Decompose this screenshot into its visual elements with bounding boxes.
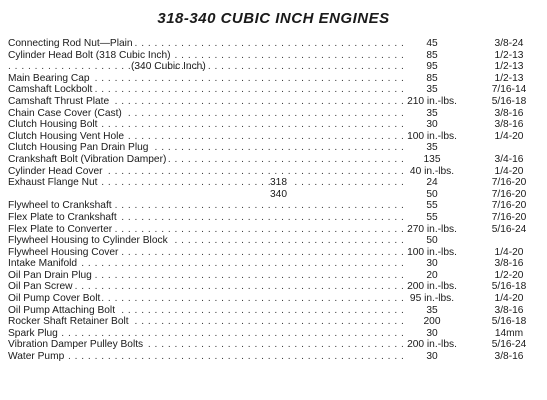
thread-size: 5/16-18	[491, 281, 527, 293]
torque-value: 55	[426, 211, 438, 223]
table-row	[0, 247, 547, 259]
table-row	[0, 73, 547, 85]
table-row	[0, 235, 547, 247]
torque-value: 30	[426, 119, 438, 131]
table-row	[0, 108, 547, 120]
torque-value: 85	[426, 49, 438, 61]
fastener-name: Chain Case Cover (Cast) . . .	[8, 108, 408, 120]
fastener-name: Oil Pump Cover Bolt . . .	[8, 293, 408, 305]
torque-value: 35	[426, 304, 438, 316]
thread-size: 1/2-20	[494, 269, 524, 281]
torque-value: 50	[426, 188, 438, 200]
thread-size: 14mm	[494, 327, 524, 339]
torque-table	[0, 38, 547, 363]
engine-size: 318	[270, 177, 294, 189]
table-row	[0, 154, 547, 166]
table-row	[0, 200, 547, 212]
torque-value: 30	[426, 327, 438, 339]
thread-size: 1/4-20	[494, 293, 524, 305]
table-row	[0, 270, 547, 282]
thread-size: 7/16-20	[491, 177, 527, 189]
fastener-name: Spark Plug . . .	[8, 328, 408, 340]
torque-value: 95	[426, 61, 438, 73]
torque-value: 95 in.-lbs.	[409, 293, 455, 305]
torque-value: 270 in.-lbs.	[407, 223, 457, 235]
thread-size: 3/8-24	[494, 38, 524, 49]
table-row	[0, 293, 547, 305]
table-row	[0, 131, 547, 143]
torque-value: 20	[426, 269, 438, 281]
fastener-name: Intake Manifold . . .	[8, 258, 408, 270]
thread-size: 1/2-13	[494, 72, 524, 84]
table-row	[0, 177, 547, 189]
fastener-name: Oil Pump Attaching Bolt . . .	[8, 305, 408, 317]
fastener-name: Water Pump . . .	[8, 351, 408, 363]
fastener-name: Clutch Housing Vent Hole . . .	[8, 131, 408, 143]
thread-size: 5/16-18	[491, 95, 527, 107]
table-row	[0, 189, 547, 201]
table-row	[0, 339, 547, 351]
thread-size: 7/16-14	[491, 84, 527, 96]
fastener-name: Camshaft Thrust Plate . . .	[8, 96, 408, 108]
fastener-name: Oil Pan Screw . . .	[8, 281, 408, 293]
fastener-name: Crankshaft Bolt (Vibration Damper) . . .	[8, 154, 408, 166]
torque-value: 210 in.-lbs.	[407, 95, 457, 107]
table-row	[0, 50, 547, 62]
fastener-name: Clutch Housing Pan Drain Plug . . .	[8, 142, 408, 154]
torque-value: 40 in.-lbs.	[409, 165, 455, 177]
fastener-name: Clutch Housing Bolt . . .	[8, 119, 408, 131]
engine-size: 340	[270, 189, 294, 201]
table-row	[0, 119, 547, 131]
thread-size: 5/16-24	[491, 339, 527, 351]
table-row	[0, 96, 547, 108]
table-row	[0, 224, 547, 236]
torque-value: 30	[426, 351, 438, 363]
torque-value: 35	[426, 107, 438, 119]
fastener-name: Flywheel Housing to Cylinder Block . . .	[8, 235, 408, 247]
page-title: 318-340 CUBIC INCH ENGINES	[157, 10, 390, 27]
fastener-name: Main Bearing Cap . . .	[8, 73, 408, 85]
thread-size: 1/2-13	[494, 49, 524, 61]
torque-value: 135	[423, 153, 441, 165]
thread-size: 3/8-16	[494, 119, 524, 131]
thread-size: 3/4-16	[494, 153, 524, 165]
table-row	[0, 212, 547, 224]
torque-value: 30	[426, 258, 438, 270]
fastener-name: Vibration Damper Pulley Bolts . . .	[8, 339, 408, 351]
table-row	[0, 166, 547, 178]
torque-value: 50	[426, 235, 438, 247]
thread-size: 1/2-13	[494, 61, 524, 73]
fastener-name: Flywheel to Crankshaft . . .	[8, 200, 408, 212]
table-row	[0, 142, 547, 154]
table-row	[0, 38, 547, 50]
table-row	[0, 305, 547, 317]
table-row	[0, 351, 547, 363]
fastener-name: Cylinder Head Bolt (318 Cubic Inch) . . .	[8, 50, 408, 62]
thread-size: 1/4-20	[494, 246, 524, 258]
fastener-name: Cylinder Head Cover . . .	[8, 166, 408, 178]
torque-value: 24	[426, 177, 438, 189]
thread-size: 1/4-20	[494, 165, 524, 177]
thread-size: 3/8-16	[494, 304, 524, 316]
fastener-name: Flywheel Housing Cover . . .	[8, 247, 408, 259]
thread-size: 1/4-20	[494, 130, 524, 142]
thread-size: 7/16-20	[491, 188, 527, 200]
table-row	[0, 258, 547, 270]
fastener-name: Connecting Rod Nut—Plain . . .	[8, 38, 408, 50]
fastener-name: (340 Cubic Inch) . . .	[8, 61, 408, 73]
thread-size: 3/8-16	[494, 351, 524, 363]
table-row	[0, 84, 547, 96]
fastener-name: Flex Plate to Converter . . .	[8, 224, 408, 236]
table-row	[0, 328, 547, 340]
table-row	[0, 316, 547, 328]
torque-value: 45	[426, 38, 438, 49]
fastener-name: Exhaust Flange Nut . . .	[8, 177, 408, 189]
table-row	[0, 281, 547, 293]
thread-size: 3/8-16	[494, 107, 524, 119]
torque-value: 200 in.-lbs.	[407, 281, 457, 293]
torque-value: 200 in.-lbs.	[407, 339, 457, 351]
torque-value: 200	[423, 316, 441, 328]
fastener-name: Flex Plate to Crankshaft . . .	[8, 212, 408, 224]
torque-value: 100 in.-lbs.	[407, 130, 457, 142]
torque-value: 35	[426, 84, 438, 96]
thread-size: 5/16-24	[491, 223, 527, 235]
thread-size: 7/16-20	[491, 200, 527, 212]
table-row	[0, 61, 547, 73]
torque-value: 85	[426, 72, 438, 84]
torque-value: 100 in.-lbs.	[407, 246, 457, 258]
fastener-name	[8, 189, 408, 201]
fastener-name: Rocker Shaft Retainer Bolt . . .	[8, 316, 408, 328]
thread-size: 5/16-18	[491, 316, 527, 328]
fastener-name: Camshaft Lockbolt . . .	[8, 84, 408, 96]
thread-size: 7/16-20	[491, 211, 527, 223]
thread-size: 3/8-16	[494, 258, 524, 270]
fastener-name: Oil Pan Drain Plug . . .	[8, 270, 408, 282]
torque-value: 55	[426, 200, 438, 212]
torque-value: 35	[426, 142, 438, 154]
